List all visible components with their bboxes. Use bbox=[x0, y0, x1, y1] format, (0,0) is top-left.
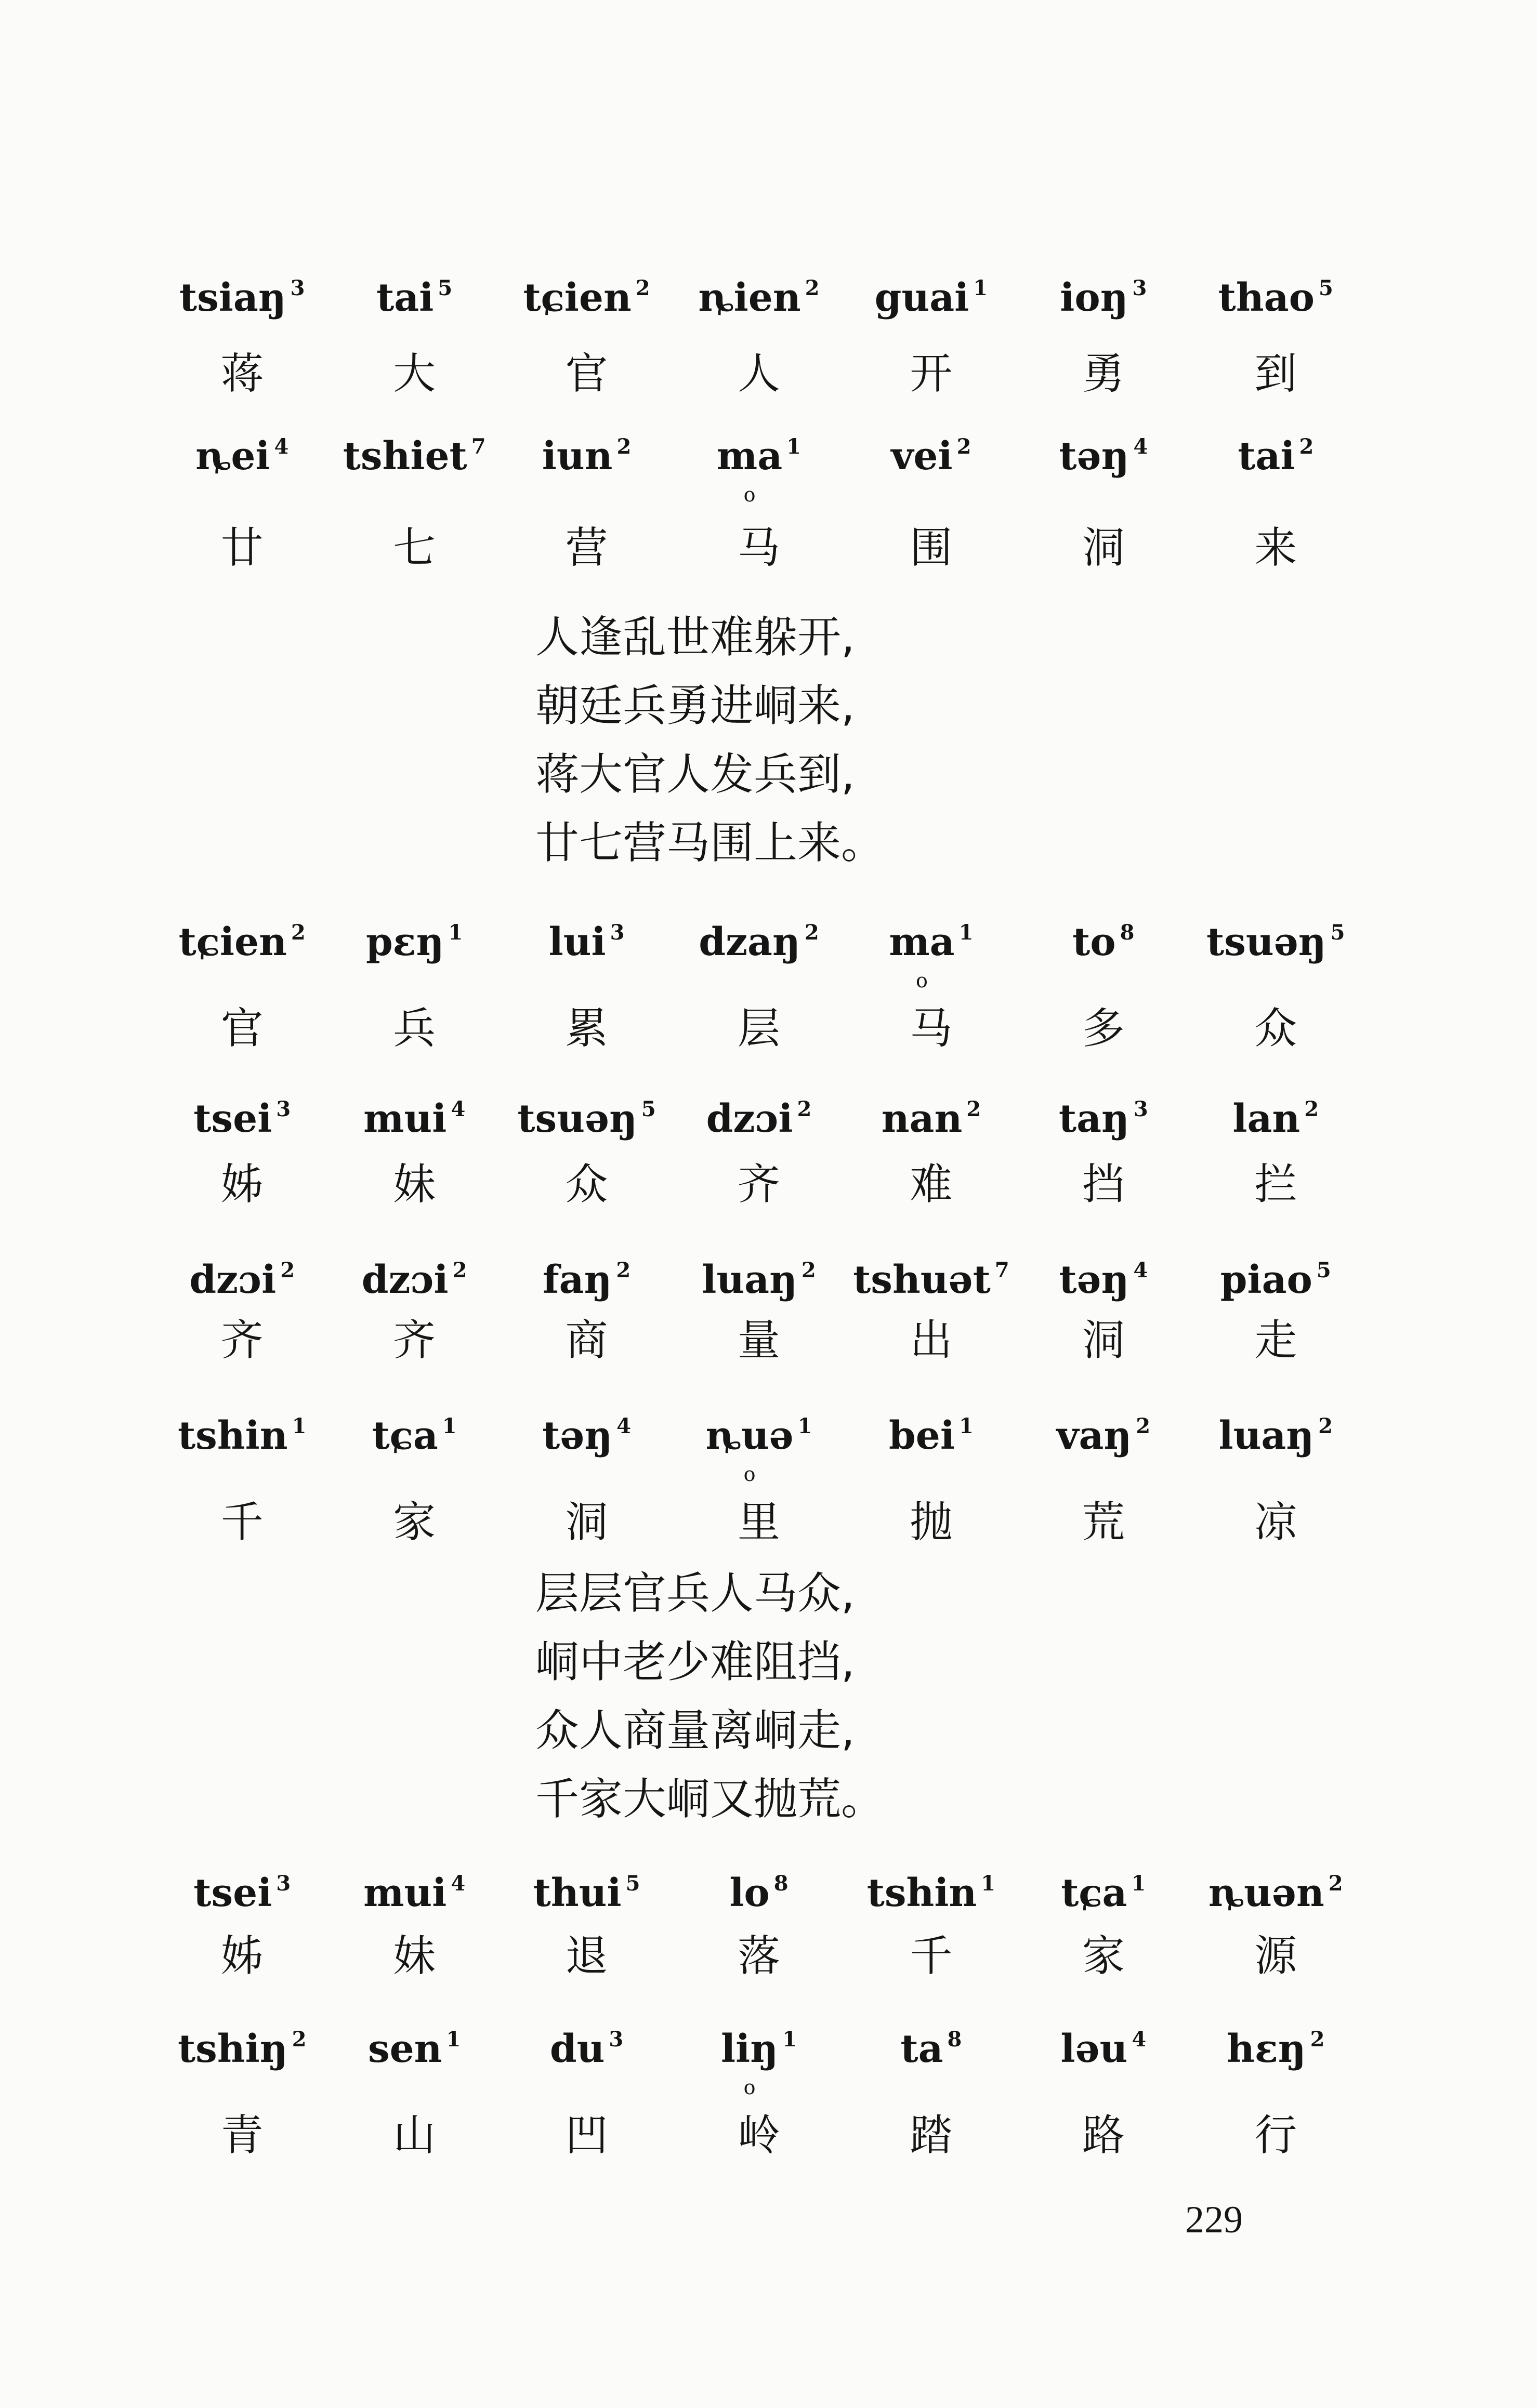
romanized-syllable bbox=[845, 1398, 1017, 1458]
poem-line: 蒋大官人发兵到, bbox=[535, 749, 855, 800]
tone-number: 2 bbox=[801, 1258, 816, 1282]
chinese-character: 家 bbox=[393, 1498, 436, 1547]
poem-line: 人逢乱世难躲开, bbox=[535, 612, 855, 663]
romanized-syllable bbox=[1017, 1398, 1189, 1458]
gloss-block-3 bbox=[156, 904, 1362, 1081]
syllable-text: tshiet bbox=[343, 434, 467, 479]
tone-number: 1 bbox=[786, 434, 802, 459]
tone-number: 2 bbox=[292, 2027, 307, 2052]
chinese-character: 姊 bbox=[220, 1160, 264, 1209]
chinese-character: 量 bbox=[737, 1316, 780, 1365]
syllable-text: tai bbox=[376, 275, 434, 320]
tone-number: 2 bbox=[452, 1258, 467, 1282]
gloss-block-6 bbox=[156, 1398, 1362, 1575]
romanization-row bbox=[156, 2011, 1362, 2071]
tone-number: 3 bbox=[276, 1097, 291, 1121]
page-number: 229 bbox=[1185, 2199, 1243, 2241]
syllable-text: guai bbox=[874, 275, 969, 320]
syllable-text: tsei bbox=[193, 1096, 272, 1141]
romanized-syllable bbox=[501, 1855, 673, 1915]
chinese-character: 山 bbox=[393, 2111, 436, 2160]
chinese-character: 青 bbox=[220, 2111, 264, 2160]
chinese-character: 路 bbox=[1082, 2111, 1125, 2160]
chinese-character: 洞 bbox=[1082, 523, 1125, 573]
tone-number: 1 bbox=[973, 276, 988, 300]
romanized-syllable bbox=[1017, 2011, 1189, 2071]
gloss-block-8 bbox=[156, 2011, 1362, 2188]
romanized-syllable bbox=[673, 1398, 845, 1458]
chinese-character: 走 bbox=[1254, 1316, 1297, 1365]
romanized-syllable bbox=[156, 260, 328, 320]
poem-stanza-1 bbox=[535, 603, 885, 877]
syllable-text: ioŋ bbox=[1060, 275, 1128, 320]
romanized-syllable bbox=[1190, 904, 1362, 964]
tone-number: 1 bbox=[448, 920, 463, 945]
romanized-syllable bbox=[1190, 260, 1362, 320]
tone-number: 2 bbox=[956, 434, 971, 459]
romanized-syllable bbox=[501, 904, 673, 964]
syllable-text: tshin bbox=[866, 1871, 977, 1915]
syllable-text: tshin bbox=[178, 1413, 288, 1458]
romanized-syllable bbox=[1190, 1398, 1362, 1458]
gloss-block-1 bbox=[156, 260, 1362, 436]
romanized-syllable bbox=[845, 904, 1017, 964]
syllable-text: to bbox=[1072, 920, 1116, 964]
chinese-character: 难 bbox=[910, 1160, 953, 1209]
chinese-character: 蒋 bbox=[220, 349, 264, 399]
romanized-syllable bbox=[156, 1398, 328, 1458]
chinese-character: 踏 bbox=[910, 2111, 953, 2160]
syllable-text: tsuəŋ bbox=[517, 1096, 637, 1141]
poem-stanza-2 bbox=[535, 1559, 885, 1833]
syllable-text: təŋ bbox=[1059, 1258, 1129, 1302]
syllable-text: lan bbox=[1232, 1096, 1300, 1141]
syllable-text: mui bbox=[363, 1871, 447, 1915]
chinese-character: 商 bbox=[565, 1316, 608, 1365]
tone-number: 4 bbox=[1133, 434, 1148, 459]
tone-number: 5 bbox=[641, 1097, 656, 1121]
poem-line: 峒中老少难阻挡, bbox=[535, 1636, 855, 1687]
tone-number: 8 bbox=[947, 2027, 962, 2052]
chinese-character: 围 bbox=[910, 523, 953, 573]
chinese-character: 挡 bbox=[1082, 1160, 1125, 1209]
romanized-syllable bbox=[1190, 1242, 1362, 1302]
syllable-text: liŋ o bbox=[721, 2027, 778, 2071]
romanized-syllable bbox=[673, 904, 845, 964]
tone-number: 2 bbox=[1318, 1414, 1333, 1438]
syllable-text: ȵien bbox=[698, 275, 801, 320]
romanization-row bbox=[156, 904, 1362, 964]
tone-number: 1 bbox=[1131, 1871, 1146, 1896]
tone-number: 5 bbox=[1330, 920, 1345, 945]
chinese-character: 官 bbox=[220, 1004, 264, 1053]
tone-number: 2 bbox=[797, 1097, 812, 1121]
romanization-row bbox=[156, 418, 1362, 479]
romanized-syllable bbox=[156, 904, 328, 964]
character-row bbox=[156, 343, 1362, 405]
chinese-character: 马 bbox=[737, 523, 780, 573]
romanized-syllable bbox=[501, 1398, 673, 1458]
syllable-text: faŋ bbox=[542, 1258, 612, 1302]
romanized-syllable bbox=[1017, 1242, 1189, 1302]
chinese-character: 家 bbox=[1082, 1931, 1125, 1981]
chinese-character: 千 bbox=[910, 1931, 953, 1981]
romanization-row bbox=[156, 1242, 1362, 1302]
chinese-character: 抛 bbox=[910, 1498, 953, 1547]
syllable-text: sen bbox=[367, 2027, 442, 2071]
romanized-syllable bbox=[328, 1242, 500, 1302]
syllable-text: tsiaŋ bbox=[179, 275, 286, 320]
tone-number: 4 bbox=[1133, 1258, 1148, 1282]
chinese-character: 官 bbox=[565, 349, 608, 399]
romanized-syllable bbox=[501, 2011, 673, 2071]
tone-number: 3 bbox=[610, 920, 625, 945]
chinese-character: 里 bbox=[737, 1498, 780, 1547]
romanized-syllable bbox=[1017, 904, 1189, 964]
poem-line: 层层官兵人马众, bbox=[535, 1568, 855, 1619]
romanized-syllable bbox=[156, 418, 328, 479]
tone-number: 5 bbox=[1318, 276, 1333, 300]
tone-number: 3 bbox=[290, 276, 305, 300]
syllable-text: ma o bbox=[717, 434, 782, 479]
character-row bbox=[156, 517, 1362, 579]
tone-number: 1 bbox=[442, 1414, 457, 1438]
chinese-character: 层 bbox=[737, 1004, 780, 1053]
syllable-text: pɛŋ bbox=[365, 920, 444, 964]
chinese-character: 到 bbox=[1254, 349, 1297, 399]
syllable-text: tɕien bbox=[178, 920, 287, 964]
character-row bbox=[156, 1154, 1362, 1216]
romanized-syllable bbox=[1017, 1855, 1189, 1915]
chinese-character: 行 bbox=[1254, 2111, 1297, 2160]
syllable-text: təŋ bbox=[542, 1413, 613, 1458]
character-row bbox=[156, 1925, 1362, 1988]
romanized-syllable bbox=[328, 418, 500, 479]
tone-number: 1 bbox=[446, 2027, 461, 2052]
romanized-syllable bbox=[673, 2011, 845, 2071]
romanized-syllable bbox=[501, 260, 673, 320]
romanized-syllable bbox=[156, 1081, 328, 1141]
romanized-syllable bbox=[845, 260, 1017, 320]
character-row bbox=[156, 998, 1362, 1060]
syllable-text: nan bbox=[881, 1096, 963, 1141]
tone-number: 2 bbox=[291, 920, 306, 945]
syllable-text: lo bbox=[729, 1871, 770, 1915]
romanized-syllable bbox=[1190, 2011, 1362, 2071]
chinese-character: 齐 bbox=[737, 1160, 780, 1209]
romanized-syllable bbox=[673, 1242, 845, 1302]
syllable-text: du bbox=[549, 2027, 605, 2071]
syllable-text: dzɔi bbox=[361, 1258, 449, 1302]
tone-number: 2 bbox=[1299, 434, 1314, 459]
syllable-text: vaŋ bbox=[1056, 1413, 1132, 1458]
syllable-text: ȵuə o bbox=[705, 1413, 793, 1458]
tone-number: 1 bbox=[958, 920, 974, 945]
syllable-text: tɕa bbox=[1061, 1871, 1127, 1915]
romanized-syllable bbox=[673, 1855, 845, 1915]
syllable-text: taŋ bbox=[1058, 1096, 1129, 1141]
romanized-syllable bbox=[1017, 418, 1189, 479]
romanized-syllable bbox=[845, 2011, 1017, 2071]
romanized-syllable bbox=[1017, 1081, 1189, 1141]
tone-number: 5 bbox=[438, 276, 453, 300]
syllable-text: dzɔi bbox=[189, 1258, 277, 1302]
romanization-row bbox=[156, 1081, 1362, 1141]
romanized-syllable bbox=[501, 1081, 673, 1141]
chinese-character: 落 bbox=[737, 1931, 780, 1981]
chinese-character: 营 bbox=[565, 523, 608, 573]
romanized-syllable bbox=[673, 1081, 845, 1141]
poem-line: 众人商量离峒走, bbox=[535, 1705, 855, 1756]
romanized-syllable bbox=[328, 1855, 500, 1915]
tone-number: 3 bbox=[1133, 1097, 1148, 1121]
romanized-syllable bbox=[845, 418, 1017, 479]
chinese-character: 凹 bbox=[565, 2111, 608, 2160]
romanized-syllable bbox=[328, 2011, 500, 2071]
chinese-character: 岭 bbox=[737, 2111, 780, 2160]
tone-number: 1 bbox=[981, 1871, 996, 1896]
gloss-block-7 bbox=[156, 1855, 1362, 2032]
chinese-character: 多 bbox=[1082, 1004, 1125, 1053]
tone-number: 2 bbox=[804, 920, 819, 945]
character-row bbox=[156, 1491, 1362, 1554]
tone-number: 3 bbox=[1132, 276, 1147, 300]
tone-number: 2 bbox=[1328, 1871, 1343, 1896]
chinese-character: 妹 bbox=[393, 1931, 436, 1981]
poem-line: 廿七营马围上来。 bbox=[535, 817, 885, 868]
chinese-character: 源 bbox=[1254, 1931, 1297, 1981]
tone-number: 4 bbox=[1132, 2027, 1147, 2052]
chinese-character: 荒 bbox=[1082, 1498, 1125, 1547]
chinese-character: 开 bbox=[910, 349, 953, 399]
chinese-character: 出 bbox=[910, 1316, 953, 1365]
syllable-text: ma o bbox=[889, 920, 954, 964]
syllable-text: iun bbox=[542, 434, 613, 479]
syllable-text: bei bbox=[889, 1413, 955, 1458]
tone-number: 8 bbox=[773, 1871, 789, 1896]
syllable-text: təŋ bbox=[1059, 434, 1129, 479]
syllable-text: hɛŋ bbox=[1227, 2027, 1306, 2071]
tone-number: 2 bbox=[616, 434, 632, 459]
chinese-character: 退 bbox=[565, 1931, 608, 1981]
character-row bbox=[156, 1309, 1362, 1372]
romanized-syllable bbox=[328, 904, 500, 964]
chinese-character: 众 bbox=[565, 1160, 608, 1209]
syllable-text: dzaŋ bbox=[699, 920, 800, 964]
syllable-text: luaŋ bbox=[1218, 1413, 1315, 1458]
chinese-character: 妹 bbox=[393, 1160, 436, 1209]
syllable-text: tshuət bbox=[853, 1258, 991, 1302]
poem-line: 朝廷兵勇进峒来, bbox=[535, 680, 855, 731]
tone-number: 1 bbox=[292, 1414, 307, 1438]
chinese-character: 七 bbox=[393, 523, 436, 573]
chinese-character: 洞 bbox=[1082, 1316, 1125, 1365]
tone-number: 2 bbox=[616, 1258, 631, 1282]
syllable-text: ȵuən bbox=[1208, 1871, 1324, 1915]
chinese-character: 凉 bbox=[1254, 1498, 1297, 1547]
romanized-syllable bbox=[501, 1242, 673, 1302]
chinese-character: 大 bbox=[393, 349, 436, 399]
syllable-text: tshiŋ bbox=[178, 2027, 288, 2071]
chinese-character: 千 bbox=[220, 1498, 264, 1547]
tone-number: 7 bbox=[471, 434, 486, 459]
gloss-block-5 bbox=[156, 1242, 1362, 1419]
tone-number: 5 bbox=[625, 1871, 640, 1896]
romanization-row bbox=[156, 260, 1362, 320]
gloss-block-2 bbox=[156, 418, 1362, 595]
romanized-syllable bbox=[845, 1855, 1017, 1915]
chinese-character: 兵 bbox=[393, 1004, 436, 1053]
syllable-text: tɕa bbox=[372, 1413, 438, 1458]
chinese-character: 累 bbox=[565, 1004, 608, 1053]
syllable-text: piao bbox=[1220, 1258, 1312, 1302]
syllable-text: vei bbox=[891, 434, 953, 479]
tone-number: 1 bbox=[782, 2027, 797, 2052]
chinese-character: 洞 bbox=[565, 1498, 608, 1547]
chinese-character: 姊 bbox=[220, 1931, 264, 1981]
tone-number: 5 bbox=[1316, 1258, 1331, 1282]
syllable-text: thao bbox=[1218, 275, 1315, 320]
chinese-character: 众 bbox=[1254, 1004, 1297, 1053]
romanized-syllable bbox=[1190, 1855, 1362, 1915]
romanized-syllable bbox=[328, 1081, 500, 1141]
syllable-text: tsuəŋ bbox=[1206, 920, 1326, 964]
syllable-text: tsei bbox=[193, 1871, 272, 1915]
tone-number: 2 bbox=[966, 1097, 981, 1121]
chinese-character: 齐 bbox=[393, 1316, 436, 1365]
syllable-text: lui bbox=[548, 920, 606, 964]
tone-number: 1 bbox=[958, 1414, 974, 1438]
romanized-syllable bbox=[845, 1081, 1017, 1141]
syllable-text: tai bbox=[1238, 434, 1295, 479]
romanization-row bbox=[156, 1855, 1362, 1915]
chinese-character: 廿 bbox=[220, 523, 264, 573]
syllable-text: ləu bbox=[1060, 2027, 1128, 2071]
tone-number: 3 bbox=[609, 2027, 624, 2052]
syllable-text: ta bbox=[900, 2027, 943, 2071]
chinese-character: 来 bbox=[1254, 523, 1297, 573]
tone-number: 4 bbox=[451, 1097, 466, 1121]
chinese-character: 勇 bbox=[1082, 349, 1125, 399]
romanized-syllable bbox=[673, 418, 845, 479]
romanized-syllable bbox=[845, 1242, 1017, 1302]
chinese-character: 拦 bbox=[1254, 1160, 1297, 1209]
tone-number: 3 bbox=[276, 1871, 291, 1896]
romanized-syllable bbox=[1190, 418, 1362, 479]
syllable-text: dzɔi bbox=[706, 1096, 793, 1141]
tone-number: 2 bbox=[805, 276, 820, 300]
tone-number: 4 bbox=[451, 1871, 466, 1896]
tone-number: 2 bbox=[635, 276, 650, 300]
chinese-character: 齐 bbox=[220, 1316, 264, 1365]
tone-number: 2 bbox=[1310, 2027, 1325, 2052]
romanized-syllable bbox=[156, 2011, 328, 2071]
tone-number: 7 bbox=[994, 1258, 1009, 1282]
syllable-text: luaŋ bbox=[702, 1258, 797, 1302]
romanized-syllable bbox=[156, 1242, 328, 1302]
tone-number: 4 bbox=[616, 1414, 632, 1438]
syllable-text: mui bbox=[363, 1096, 447, 1141]
romanized-syllable bbox=[1190, 1081, 1362, 1141]
tone-number: 1 bbox=[797, 1414, 812, 1438]
romanized-syllable bbox=[501, 418, 673, 479]
romanization-row bbox=[156, 1398, 1362, 1458]
syllable-text: ȵei bbox=[195, 434, 270, 479]
tone-number: 2 bbox=[1136, 1414, 1151, 1438]
tone-number: 4 bbox=[274, 434, 289, 459]
gloss-block-4 bbox=[156, 1081, 1362, 1258]
poem-line: 千家大峒又抛荒。 bbox=[535, 1774, 885, 1824]
chinese-character: 马 bbox=[910, 1004, 953, 1053]
romanized-syllable bbox=[673, 260, 845, 320]
tone-number: 2 bbox=[280, 1258, 295, 1282]
character-row bbox=[156, 2105, 1362, 2167]
chinese-character: 人 bbox=[737, 349, 780, 399]
syllable-text: thui bbox=[533, 1871, 622, 1915]
tone-number: 2 bbox=[1304, 1097, 1319, 1121]
romanized-syllable bbox=[1017, 260, 1189, 320]
romanized-syllable bbox=[328, 1398, 500, 1458]
romanized-syllable bbox=[328, 260, 500, 320]
romanized-syllable bbox=[156, 1855, 328, 1915]
tone-number: 8 bbox=[1120, 920, 1135, 945]
syllable-text: tɕien bbox=[523, 275, 632, 320]
